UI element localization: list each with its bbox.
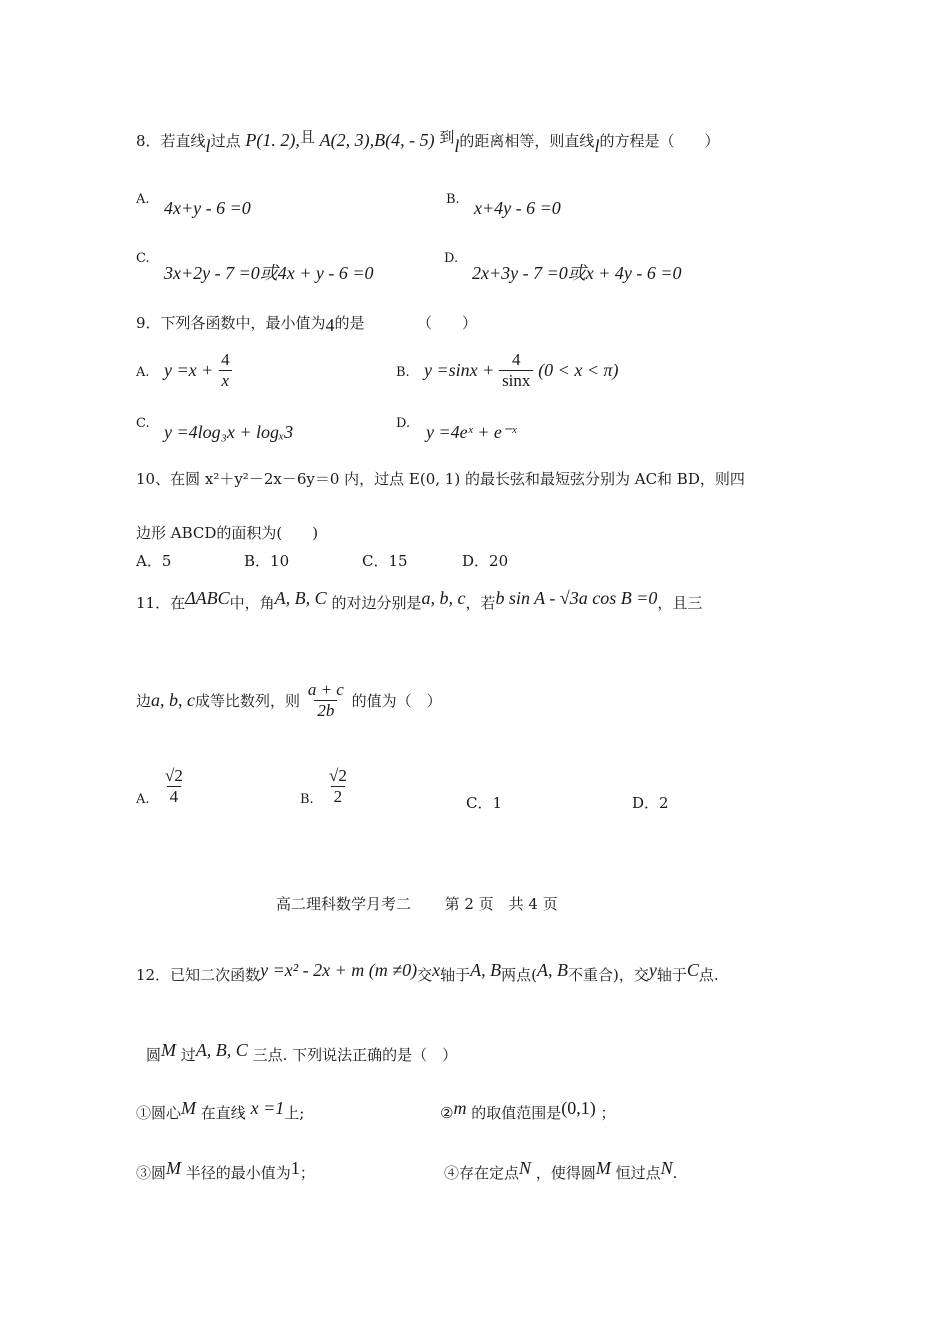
q12-l2c: 三点. 下列说法正确的是（ ）	[252, 1046, 458, 1064]
q10-opt-d: D．20	[462, 552, 509, 570]
q12-s3-value: 1	[290, 1158, 300, 1178]
q9-stem	[136, 312, 477, 333]
q9-opt-b-den: sinx	[499, 370, 533, 391]
q11-fraction	[305, 680, 347, 721]
q9-stem-text: 9．下列各函数中，最小值为	[136, 314, 326, 332]
q8-pass: 过点	[210, 132, 241, 150]
q8-prefix: 8．若直线	[136, 132, 206, 150]
q12-s4c: 恒过点	[615, 1164, 661, 1182]
q8-rest2: 的方程是（ ）	[599, 132, 720, 150]
q12-ab: A, B	[470, 960, 502, 980]
q11-opt-a-num: √2	[165, 766, 183, 785]
q11-opt-a-label: A.	[136, 792, 150, 807]
q12-statement-1	[136, 1098, 305, 1122]
q12-s3-m: M	[166, 1158, 182, 1178]
q12-statement-4	[444, 1158, 678, 1182]
q8-point-a: A(2, 3),	[319, 130, 375, 150]
q11-l1a: 11．在	[136, 594, 186, 612]
q10-line1: 10、在圆 x²＋y²－2x－6y＝0 内，过点 E(0, 1) 的最长弦和最短弦分别为 AC和 BD，则四	[136, 470, 745, 488]
q10-opt-a: A．5	[136, 552, 172, 570]
q9-opt-b-label: B.	[396, 365, 410, 380]
q12-s4b: ，使得圆	[535, 1164, 596, 1182]
q11-frac-num: a + c	[307, 680, 344, 699]
q8-l3: l	[594, 136, 600, 156]
q9-opt-b	[424, 350, 618, 391]
q10-line2: 边形 ABCD的面积为( )	[136, 524, 319, 542]
q12-x: x	[432, 960, 441, 980]
q9-opt-a-frac	[218, 350, 233, 391]
q8-opt-c-text: 3x+2y - 7 =0或4x + y - 6 =0	[164, 263, 374, 283]
q11-line1	[136, 588, 703, 612]
q8-opt-b-text: x+4y - 6 =0	[474, 198, 561, 218]
q12-ab2: A, B	[537, 960, 569, 980]
q10-opt-c: C．15	[362, 552, 408, 570]
q9-stem-end: 的是 （ ）	[334, 314, 478, 332]
q9-opt-a-num: 4	[221, 350, 230, 369]
q12-statement-3	[136, 1158, 315, 1182]
q11-opt-c: C．1	[466, 794, 503, 812]
q11-l2c: 的值为（ ）	[351, 692, 442, 710]
q12-statement-2	[440, 1098, 616, 1122]
q12-l1b: 交	[417, 966, 433, 984]
page-footer	[276, 893, 558, 914]
q8-opt-c-label: C.	[136, 251, 150, 266]
q12-s4-m: M	[595, 1158, 611, 1178]
q8-opt-d-label: D.	[444, 251, 459, 266]
q12-y: y	[648, 960, 657, 980]
q8-opt-a-label: A.	[136, 192, 150, 207]
q12-s2c: ；	[600, 1104, 616, 1122]
q12-s2-m: m	[453, 1098, 467, 1118]
q12-s2-range: (0,1)	[561, 1098, 596, 1118]
q12-s1b: 在直线	[200, 1104, 246, 1122]
q12-c: C	[686, 960, 699, 980]
q12-s1a: ①圆心	[136, 1104, 182, 1122]
q11-sides: a, b, c	[421, 588, 466, 608]
q8-rest: 的距离相等，则直线	[459, 132, 595, 150]
q8-opt-a-text: 4x+y - 6 =0	[164, 198, 251, 218]
q12-l1f: 轴于	[656, 966, 687, 984]
q11-l1b: 中，角	[229, 594, 275, 612]
q8-l: l	[205, 136, 211, 156]
q11-equation: b sin A - √3a cos B =0	[495, 588, 658, 608]
q12-l1e: 不重合)，交	[568, 966, 649, 984]
q12-s1-m: M	[181, 1098, 197, 1118]
q8-point-p: P(1. 2),	[245, 130, 300, 150]
q9-opt-c-text: y =4log₃x + logₓ3	[164, 422, 294, 442]
q12-s4-n2: N	[660, 1158, 673, 1178]
q8-to: 到	[439, 128, 455, 146]
q12-s4a: ④存在定点	[444, 1164, 520, 1182]
q11-l1e: ，且三	[657, 594, 703, 612]
q12-line2	[146, 1040, 458, 1064]
q11-opt-b-frac	[326, 766, 350, 807]
q12-abc: A, B, C	[195, 1040, 248, 1060]
q12-l1d: 两点(	[501, 966, 538, 984]
q9-opt-b-post: (0 < x < π)	[538, 360, 619, 380]
q11-l2a: 边	[136, 692, 152, 710]
q12-l2a: 圆	[146, 1046, 162, 1064]
q12-m: M	[161, 1040, 177, 1060]
q11-line2	[136, 680, 442, 721]
q12-s4d: .	[672, 1164, 678, 1182]
q12-l1a: 12．已知二次函数	[136, 966, 261, 984]
q12-s4-n: N	[519, 1158, 532, 1178]
q9-opt-d-text: y =4eˣ + e⁻ˣ	[426, 422, 517, 442]
q9-opt-d-label: D.	[396, 416, 411, 431]
q9-four: 4	[325, 315, 335, 335]
q8-opt-d-text: 2x+3y - 7 =0或x + 4y - 6 =0	[472, 263, 682, 283]
q8-l2: l	[454, 136, 460, 156]
q11-sides2: a, b, c	[151, 690, 196, 710]
q10-opt-b: B．10	[244, 552, 290, 570]
q9-opt-b-pre: y =sinx +	[424, 360, 495, 380]
q9-opt-b-frac	[499, 350, 533, 391]
q11-opt-b-den: 2	[331, 786, 346, 807]
q12-line1	[136, 960, 719, 984]
q12-l1c: 轴于	[440, 966, 471, 984]
q11-opt-d: D．2	[632, 794, 669, 812]
q11-l2b: 成等比数列，则	[195, 692, 301, 710]
q11-opt-b-label: B.	[300, 792, 314, 807]
q9-opt-a	[164, 350, 233, 391]
q9-opt-a-label: A.	[136, 365, 150, 380]
q9-opt-a-den: x	[219, 370, 233, 391]
q11-l1c: 的对边分别是	[331, 594, 422, 612]
q9-opt-b-num: 4	[511, 350, 521, 369]
q12-s2b: 的取值范围是	[471, 1104, 562, 1122]
q12-l2b: 过	[180, 1046, 196, 1064]
q11-frac-den: 2b	[314, 700, 337, 721]
q12-equation: y =x² - 2x + m (m ≠0)	[260, 960, 418, 980]
q12-l1g: 点.	[698, 966, 719, 984]
q12-s3b: 半径的最小值为	[185, 1164, 291, 1182]
q11-opt-b-num: √2	[329, 766, 347, 785]
q8-stem	[136, 128, 720, 156]
q11-opt-a-den: 4	[167, 786, 182, 807]
q9-opt-a-pre: y =x +	[164, 360, 214, 380]
q12-s1-eq: x =1	[250, 1098, 285, 1118]
q11-triangle: ΔABC	[185, 588, 230, 608]
q8-and: 且	[299, 128, 315, 146]
q8-point-b: B(4, - 5)	[374, 130, 435, 150]
q11-angles: A, B, C	[274, 588, 327, 608]
footer-course: 高二理科数学月考二	[276, 895, 412, 913]
q11-l1d: ，若	[465, 594, 496, 612]
q12-s1c: 上;	[284, 1104, 305, 1122]
q9-opt-c-label: C.	[136, 416, 150, 431]
q12-s3a: ③圆	[136, 1164, 167, 1182]
q11-opt-a-frac	[162, 766, 186, 807]
q8-opt-b-label: B.	[446, 192, 460, 207]
q12-s3c: ；	[299, 1164, 315, 1182]
footer-page: 第 2 页 共 4 页	[444, 895, 558, 913]
q12-s2a: ②	[440, 1104, 454, 1122]
